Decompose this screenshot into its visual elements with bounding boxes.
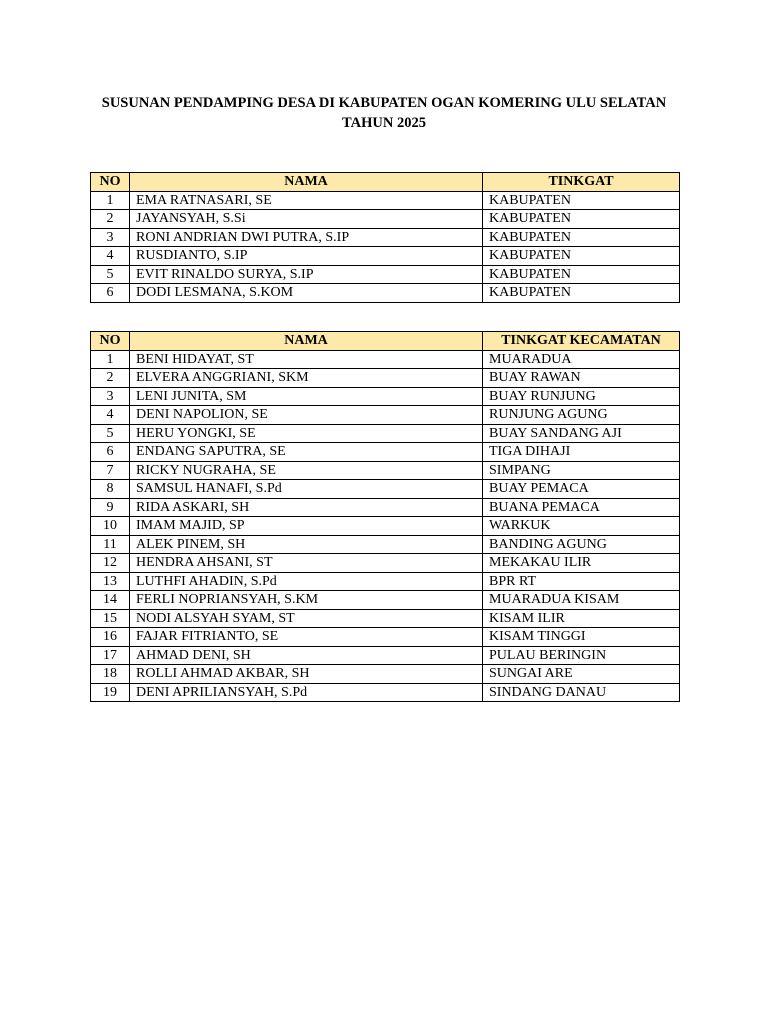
cell-tingkat: KABUPATEN <box>483 284 680 303</box>
cell-no: 8 <box>91 480 130 499</box>
cell-no: 13 <box>91 572 130 591</box>
cell-tingkat: MEKAKAU ILIR <box>483 554 680 573</box>
table-row <box>91 461 680 480</box>
cell-nama: RUSDIANTO, S.IP <box>130 247 483 266</box>
table-pendamping-kabupaten <box>90 172 680 303</box>
cell-tingkat: BUAY RAWAN <box>483 369 680 388</box>
table-row <box>91 683 680 702</box>
column-header-no: NO <box>91 173 130 192</box>
column-header-tingkat: TINKGAT <box>483 173 680 192</box>
cell-nama: HENDRA AHSANI, ST <box>130 554 483 573</box>
cell-tingkat: TIGA DIHAJI <box>483 443 680 462</box>
cell-nama: FAJAR FITRIANTO, SE <box>130 628 483 647</box>
cell-no: 10 <box>91 517 130 536</box>
cell-nama: FERLI NOPRIANSYAH, S.KM <box>130 591 483 610</box>
table-row <box>91 665 680 684</box>
cell-nama: ALEK PINEM, SH <box>130 535 483 554</box>
table-row <box>91 265 680 284</box>
cell-no: 9 <box>91 498 130 517</box>
cell-no: 6 <box>91 284 130 303</box>
cell-no: 7 <box>91 461 130 480</box>
table-pendamping-kecamatan <box>90 331 680 702</box>
document-subtitle-year: TAHUN 2025 <box>342 115 426 131</box>
cell-no: 15 <box>91 609 130 628</box>
cell-tingkat: BUAY RUNJUNG <box>483 387 680 406</box>
table-row <box>91 247 680 266</box>
table-row <box>91 387 680 406</box>
table-row <box>91 424 680 443</box>
table-row <box>91 628 680 647</box>
table-row <box>91 369 680 388</box>
cell-nama: SAMSUL HANAFI, S.Pd <box>130 480 483 499</box>
table-row <box>91 210 680 229</box>
cell-tingkat: SIMPANG <box>483 461 680 480</box>
cell-no: 5 <box>91 424 130 443</box>
cell-nama: RONI ANDRIAN DWI PUTRA, S.IP <box>130 228 483 247</box>
cell-tingkat: RUNJUNG AGUNG <box>483 406 680 425</box>
table-row <box>91 480 680 499</box>
cell-tingkat: BUAY PEMACA <box>483 480 680 499</box>
cell-no: 3 <box>91 387 130 406</box>
table-row <box>91 191 680 210</box>
table-row <box>91 443 680 462</box>
cell-no: 4 <box>91 406 130 425</box>
table-row <box>91 591 680 610</box>
table-row <box>91 535 680 554</box>
cell-no: 1 <box>91 191 130 210</box>
cell-tingkat: WARKUK <box>483 517 680 536</box>
cell-tingkat: BUAY SANDANG AJI <box>483 424 680 443</box>
table-row <box>91 406 680 425</box>
table-row <box>91 284 680 303</box>
cell-nama: IMAM MAJID, SP <box>130 517 483 536</box>
cell-tingkat: BPR RT <box>483 572 680 591</box>
cell-nama: RIDA ASKARI, SH <box>130 498 483 517</box>
cell-tingkat: MUARADUA KISAM <box>483 591 680 610</box>
table-row <box>91 228 680 247</box>
cell-nama: DENI NAPOLION, SE <box>130 406 483 425</box>
cell-nama: JAYANSYAH, S.Si <box>130 210 483 229</box>
column-header-nama: NAMA <box>130 173 483 192</box>
cell-tingkat: KABUPATEN <box>483 265 680 284</box>
table-row <box>91 517 680 536</box>
cell-no: 11 <box>91 535 130 554</box>
table-body <box>91 350 680 702</box>
cell-no: 12 <box>91 554 130 573</box>
table-body <box>91 191 680 302</box>
cell-nama: DENI APRILIANSYAH, S.Pd <box>130 683 483 702</box>
cell-no: 18 <box>91 665 130 684</box>
cell-nama: EVIT RINALDO SURYA, S.IP <box>130 265 483 284</box>
cell-nama: EMA RATNASARI, SE <box>130 191 483 210</box>
cell-no: 2 <box>91 210 130 229</box>
cell-no: 17 <box>91 646 130 665</box>
cell-tingkat: KISAM TINGGI <box>483 628 680 647</box>
table-row <box>91 646 680 665</box>
table-header-row <box>91 173 680 192</box>
cell-no: 1 <box>91 350 130 369</box>
table-row <box>91 554 680 573</box>
cell-tingkat: SINDANG DANAU <box>483 683 680 702</box>
cell-tingkat: KABUPATEN <box>483 228 680 247</box>
cell-tingkat: SUNGAI ARE <box>483 665 680 684</box>
cell-no: 3 <box>91 228 130 247</box>
cell-no: 2 <box>91 369 130 388</box>
cell-tingkat: KISAM ILIR <box>483 609 680 628</box>
cell-no: 14 <box>91 591 130 610</box>
cell-nama: RICKY NUGRAHA, SE <box>130 461 483 480</box>
document-title: SUSUNAN PENDAMPING DESA DI KABUPATEN OGAN KOMERING ULU SELATAN <box>101 95 667 111</box>
cell-nama: DODI LESMANA, S.KOM <box>130 284 483 303</box>
column-header-no: NO <box>91 332 130 351</box>
cell-nama: ELVERA ANGGRIANI, SKM <box>130 369 483 388</box>
table-row <box>91 498 680 517</box>
cell-tingkat: BANDING AGUNG <box>483 535 680 554</box>
cell-tingkat: MUARADUA <box>483 350 680 369</box>
cell-tingkat: PULAU BERINGIN <box>483 646 680 665</box>
cell-no: 6 <box>91 443 130 462</box>
cell-no: 16 <box>91 628 130 647</box>
cell-nama: LENI JUNITA, SM <box>130 387 483 406</box>
cell-tingkat: KABUPATEN <box>483 210 680 229</box>
column-header-tingkat-kecamatan: TINKGAT KECAMATAN <box>483 332 680 351</box>
cell-nama: AHMAD DENI, SH <box>130 646 483 665</box>
table-header-row <box>91 332 680 351</box>
table-row <box>91 609 680 628</box>
cell-no: 19 <box>91 683 130 702</box>
table-row <box>91 350 680 369</box>
cell-tingkat: KABUPATEN <box>483 191 680 210</box>
cell-tingkat: BUANA PEMACA <box>483 498 680 517</box>
table-row <box>91 572 680 591</box>
cell-no: 5 <box>91 265 130 284</box>
cell-nama: LUTHFI AHADIN, S.Pd <box>130 572 483 591</box>
cell-nama: ROLLI AHMAD AKBAR, SH <box>130 665 483 684</box>
cell-tingkat: KABUPATEN <box>483 247 680 266</box>
column-header-nama: NAMA <box>130 332 483 351</box>
cell-nama: BENI HIDAYAT, ST <box>130 350 483 369</box>
cell-nama: HERU YONGKI, SE <box>130 424 483 443</box>
cell-no: 4 <box>91 247 130 266</box>
cell-nama: ENDANG SAPUTRA, SE <box>130 443 483 462</box>
cell-nama: NODI ALSYAH SYAM, ST <box>130 609 483 628</box>
